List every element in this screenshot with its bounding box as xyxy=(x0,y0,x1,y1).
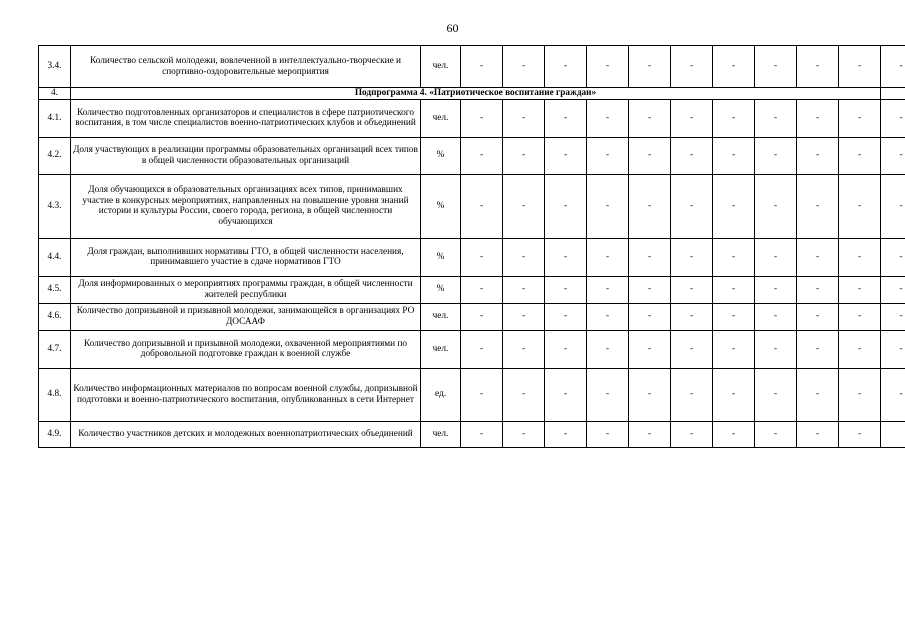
value-cell: - xyxy=(461,330,503,368)
value-cell: - xyxy=(755,330,797,368)
value-cell: - xyxy=(503,330,545,368)
value-cell: - xyxy=(503,99,545,137)
unit-cell: % xyxy=(421,137,461,174)
table-row xyxy=(39,137,905,174)
row-number: 4.3. xyxy=(39,174,71,238)
value-cell xyxy=(881,421,905,447)
value-cell: - xyxy=(629,276,671,303)
unit-cell: % xyxy=(421,174,461,238)
section-row xyxy=(39,88,905,100)
indicator-description: Количество подготовленных организаторов и специалистов в сфере патриотического воспитания, в том числе специалистов военно-патриотических клубов и объединений xyxy=(71,99,421,137)
value-cell: - xyxy=(629,46,671,88)
value-cell: - xyxy=(461,368,503,421)
value-cell: - xyxy=(629,238,671,276)
value-cell: - xyxy=(587,174,629,238)
value-cell: - xyxy=(671,368,713,421)
value-cell: - xyxy=(797,46,839,88)
value-cell: - xyxy=(461,238,503,276)
value-cell: - xyxy=(545,368,587,421)
value-cell: - xyxy=(503,421,545,447)
value-cell: - xyxy=(461,303,503,330)
value-cell: - xyxy=(881,137,905,174)
table-row xyxy=(39,174,905,238)
indicators-table xyxy=(38,45,905,448)
value-cell: - xyxy=(629,99,671,137)
value-cell: - xyxy=(461,421,503,447)
indicator-description: Доля информированных о мероприятиях программы граждан, в общей численности жителей республики xyxy=(71,276,421,303)
value-cell: - xyxy=(671,276,713,303)
value-cell: - xyxy=(839,238,881,276)
value-cell: - xyxy=(713,421,755,447)
table-row xyxy=(39,330,905,368)
value-cell: - xyxy=(503,137,545,174)
value-cell: - xyxy=(755,303,797,330)
table-row xyxy=(39,99,905,137)
value-cell: - xyxy=(545,303,587,330)
value-cell: - xyxy=(461,46,503,88)
section-title: Подпрограмма 4. «Патриотическое воспитание граждан» xyxy=(71,88,881,100)
value-cell: - xyxy=(797,137,839,174)
empty-cell xyxy=(881,88,905,100)
value-cell: - xyxy=(629,330,671,368)
unit-cell: ед. xyxy=(421,368,461,421)
value-cell: - xyxy=(755,137,797,174)
value-cell: - xyxy=(461,276,503,303)
value-cell: - xyxy=(881,238,905,276)
table-row xyxy=(39,276,905,303)
value-cell: - xyxy=(839,137,881,174)
value-cell: - xyxy=(503,303,545,330)
table-row xyxy=(39,303,905,330)
value-cell: - xyxy=(839,46,881,88)
value-cell: - xyxy=(755,368,797,421)
value-cell: - xyxy=(797,303,839,330)
value-cell: - xyxy=(713,330,755,368)
row-number: 4.5. xyxy=(39,276,71,303)
value-cell: - xyxy=(713,303,755,330)
value-cell: - xyxy=(881,46,905,88)
value-cell: - xyxy=(461,174,503,238)
value-cell: - xyxy=(797,276,839,303)
unit-cell: чел. xyxy=(421,99,461,137)
value-cell: - xyxy=(545,421,587,447)
value-cell: - xyxy=(755,421,797,447)
value-cell: - xyxy=(881,276,905,303)
value-cell: - xyxy=(713,238,755,276)
indicator-description: Количество допризывной и призывной молодежи, занимающейся в организациях РО ДОСААФ xyxy=(71,303,421,330)
indicator-description: Количество допризывной и призывной молодежи, охваченной мероприятиями по добровольной подготовке граждан к военной службе xyxy=(71,330,421,368)
value-cell: - xyxy=(671,303,713,330)
value-cell: - xyxy=(461,99,503,137)
value-cell: - xyxy=(503,46,545,88)
value-cell: - xyxy=(629,303,671,330)
row-number: 4.4. xyxy=(39,238,71,276)
value-cell: - xyxy=(629,368,671,421)
row-number: 4.8. xyxy=(39,368,71,421)
value-cell: - xyxy=(839,303,881,330)
value-cell: - xyxy=(545,46,587,88)
unit-cell: чел. xyxy=(421,330,461,368)
value-cell: - xyxy=(587,330,629,368)
unit-cell: чел. xyxy=(421,421,461,447)
value-cell: - xyxy=(587,99,629,137)
table-row xyxy=(39,238,905,276)
table-row xyxy=(39,46,905,88)
value-cell: - xyxy=(713,276,755,303)
value-cell: - xyxy=(671,330,713,368)
row-number: 4.6. xyxy=(39,303,71,330)
value-cell: - xyxy=(671,174,713,238)
value-cell: - xyxy=(713,174,755,238)
value-cell: - xyxy=(587,303,629,330)
value-cell: - xyxy=(839,99,881,137)
value-cell: - xyxy=(839,330,881,368)
value-cell: - xyxy=(671,46,713,88)
value-cell: - xyxy=(713,368,755,421)
table-row xyxy=(39,421,905,447)
value-cell: - xyxy=(713,137,755,174)
table-row xyxy=(39,368,905,421)
value-cell: - xyxy=(797,330,839,368)
value-cell: - xyxy=(587,46,629,88)
value-cell: - xyxy=(587,421,629,447)
unit-cell: % xyxy=(421,276,461,303)
value-cell: - xyxy=(881,174,905,238)
row-number: 3.4. xyxy=(39,46,71,88)
value-cell: - xyxy=(671,238,713,276)
value-cell: - xyxy=(503,368,545,421)
value-cell: - xyxy=(839,276,881,303)
value-cell: - xyxy=(755,276,797,303)
value-cell: - xyxy=(629,137,671,174)
unit-cell: чел. xyxy=(421,46,461,88)
value-cell: - xyxy=(797,174,839,238)
value-cell: - xyxy=(755,174,797,238)
value-cell: - xyxy=(629,174,671,238)
value-cell: - xyxy=(545,330,587,368)
value-cell: - xyxy=(587,276,629,303)
value-cell: - xyxy=(713,99,755,137)
value-cell: - xyxy=(881,303,905,330)
value-cell: - xyxy=(881,99,905,137)
value-cell: - xyxy=(503,276,545,303)
row-number: 4.9. xyxy=(39,421,71,447)
value-cell: - xyxy=(797,238,839,276)
indicator-description: Доля обучающихся в образовательных организациях всех типов, принимавших участие в конкурсных мероприятиях, направленных на повышение уровня знаний истории и культуры России, своего города, региона, в общей численности обучающихся xyxy=(71,174,421,238)
value-cell: - xyxy=(755,99,797,137)
value-cell: - xyxy=(797,368,839,421)
value-cell: - xyxy=(671,421,713,447)
value-cell: - xyxy=(881,368,905,421)
value-cell: - xyxy=(713,46,755,88)
value-cell: - xyxy=(839,174,881,238)
indicator-description: Количество участников детских и молодежных военнопатриотических объединений xyxy=(71,421,421,447)
row-number: 4.1. xyxy=(39,99,71,137)
value-cell: - xyxy=(545,276,587,303)
value-cell: - xyxy=(461,137,503,174)
value-cell: - xyxy=(545,99,587,137)
page-number: 60 xyxy=(446,21,459,35)
value-cell: - xyxy=(503,174,545,238)
value-cell: - xyxy=(545,174,587,238)
unit-cell: % xyxy=(421,238,461,276)
row-number: 4.2. xyxy=(39,137,71,174)
value-cell: - xyxy=(839,421,881,447)
value-cell: - xyxy=(755,238,797,276)
value-cell: - xyxy=(671,137,713,174)
unit-cell: чел. xyxy=(421,303,461,330)
indicator-description: Доля граждан, выполнивших нормативы ГТО, в общей численности населения, принимавшего участие в сдаче нормативов ГТО xyxy=(71,238,421,276)
indicator-description: Количество информационных материалов по вопросам военной службы, допризывной подготовки и военно-патриотического воспитания, опубликованных в сети Интернет xyxy=(71,368,421,421)
indicator-description: Доля участвующих в реализации программы образовательных организаций всех типов в общей численности образовательных организаций xyxy=(71,137,421,174)
value-cell: - xyxy=(671,99,713,137)
value-cell: - xyxy=(755,46,797,88)
value-cell: - xyxy=(545,137,587,174)
value-cell: - xyxy=(839,368,881,421)
value-cell: - xyxy=(587,238,629,276)
indicator-description: Количество сельской молодежи, вовлеченной в интеллектуально-творческие и спортивно-оздоровительные мероприятия xyxy=(71,46,421,88)
value-cell: - xyxy=(881,330,905,368)
value-cell: - xyxy=(587,368,629,421)
row-number: 4.7. xyxy=(39,330,71,368)
value-cell: - xyxy=(797,99,839,137)
value-cell: - xyxy=(797,421,839,447)
row-number: 4. xyxy=(39,88,71,100)
value-cell: - xyxy=(587,137,629,174)
value-cell: - xyxy=(545,238,587,276)
value-cell: - xyxy=(503,238,545,276)
value-cell: - xyxy=(629,421,671,447)
